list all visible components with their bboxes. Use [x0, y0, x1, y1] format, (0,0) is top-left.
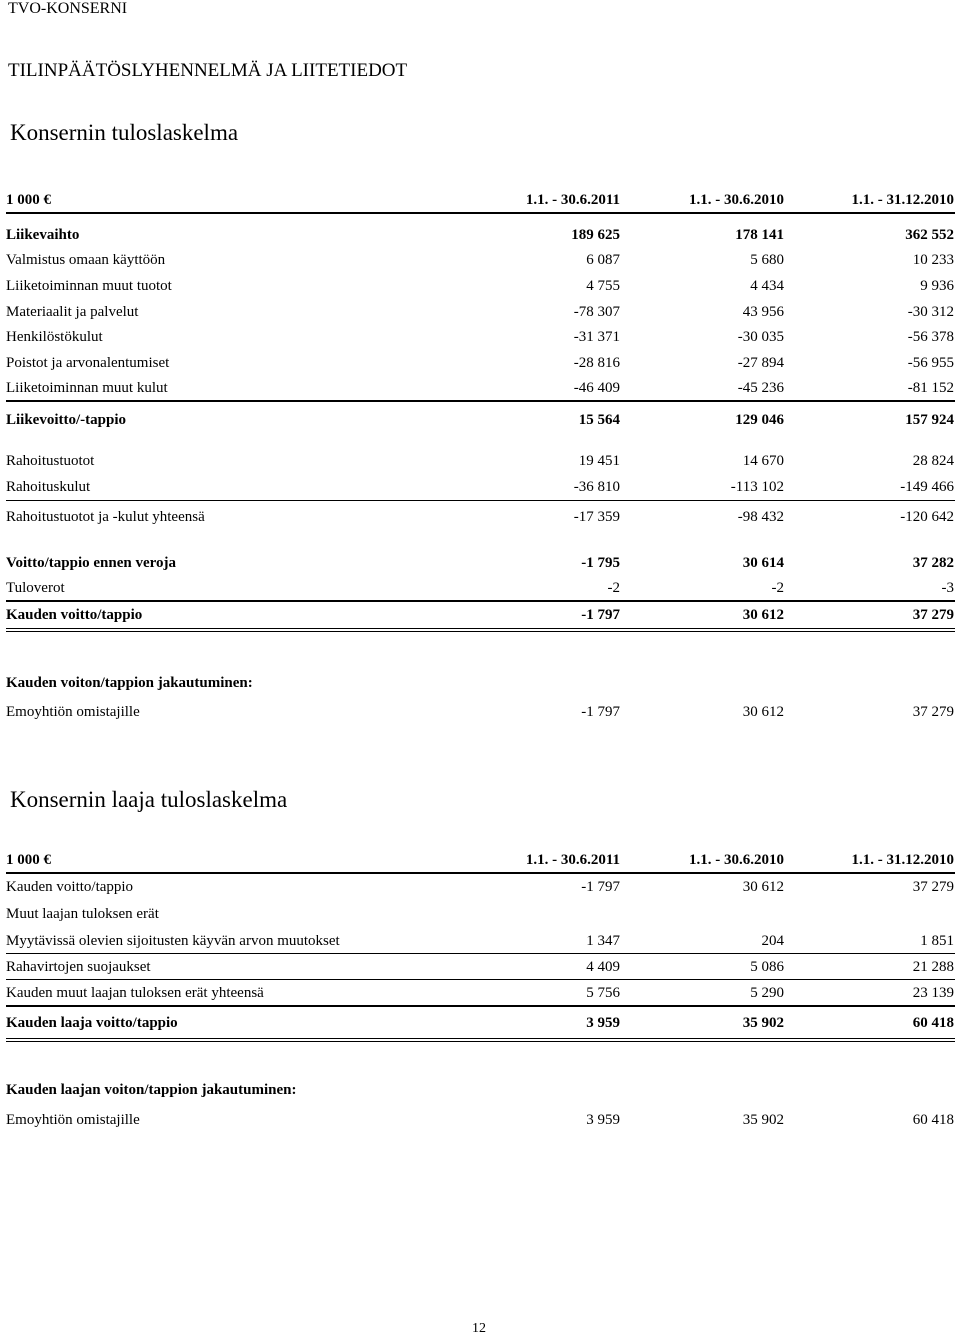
double-underline-top: [6, 1038, 955, 1039]
value-2011-h1: 1 347: [586, 933, 620, 949]
row-label: Valmistus omaan käyttöön: [6, 252, 166, 268]
table-row: [6, 553, 955, 577]
value-2011-h1: -28 816: [573, 355, 620, 371]
unit-label: 1 000 €: [6, 192, 51, 208]
double-underline-top: [6, 628, 955, 629]
period-header-2: 1.1. - 30.6.2010: [689, 852, 784, 868]
value-2011-h1: 15 564: [578, 412, 620, 428]
double-underline-bottom: [6, 1041, 955, 1042]
row-label: Rahoituskulut: [6, 479, 91, 495]
table-row: [6, 877, 955, 901]
value-2011-h1: -78 307: [573, 304, 620, 320]
value-2010-fy: 60 418: [912, 1112, 954, 1128]
income-statement-title: Konsernin tuloslaskelma: [10, 120, 239, 145]
value-2011-h1: -1 797: [581, 879, 620, 895]
value-2010-fy: -81 152: [907, 380, 954, 396]
value-2010-h1: -30 035: [737, 329, 784, 345]
value-2011-h1: -31 371: [573, 329, 620, 345]
value-2010-h1: -113 102: [730, 479, 784, 495]
row-label: Myytävissä olevien sijoitusten käyvän arvon muutokset: [6, 933, 340, 949]
value-2010-fy: 157 924: [905, 412, 954, 428]
row-label: Voitto/tappio ennen veroja: [6, 555, 177, 571]
table-row: [6, 702, 955, 726]
value-2010-fy: 60 418: [912, 1015, 954, 1031]
value-2010-fy: -120 642: [900, 509, 954, 525]
value-2010-fy: 362 552: [905, 227, 954, 243]
value-2010-fy: -3: [941, 580, 954, 596]
table-row: [6, 302, 955, 326]
income-header-row: [6, 190, 955, 214]
row-label: Tuloverot: [6, 580, 65, 596]
double-underline-bottom: [6, 631, 955, 632]
table-row: [6, 451, 955, 475]
table-row: [6, 477, 955, 501]
value-2010-h1: 35 902: [742, 1015, 784, 1031]
row-label: Kauden muut laajan tuloksen erät yhteensä: [6, 985, 264, 1001]
table-row: [6, 1013, 955, 1037]
value-2010-h1: 43 956: [742, 304, 784, 320]
value-2010-h1: 14 670: [742, 453, 784, 469]
row-label: Henkilöstökulut: [6, 329, 103, 345]
table-row: [6, 605, 955, 629]
row-label: Kauden laajan voiton/tappion jakautuminen:: [6, 1082, 297, 1098]
table-row: [6, 276, 955, 300]
value-2010-fy: 1 851: [920, 933, 954, 949]
value-2010-fy: -30 312: [907, 304, 954, 320]
table-row: [6, 673, 955, 697]
comprehensive-header-row: [6, 850, 955, 874]
subtotal-divider: [6, 500, 955, 501]
total-divider: [6, 600, 955, 602]
table-row: [6, 250, 955, 274]
row-label: Rahavirtojen suojaukset: [6, 959, 151, 975]
table-row: [6, 410, 955, 434]
table-row: [6, 327, 955, 351]
row-label: Liikevaihto: [6, 227, 80, 243]
value-2010-fy: 37 279: [912, 607, 954, 623]
table-row: [6, 578, 955, 602]
value-2010-h1: 178 141: [735, 227, 784, 243]
value-2011-h1: 189 625: [571, 227, 620, 243]
value-2011-h1: 6 087: [586, 252, 620, 268]
table-row: [6, 931, 955, 955]
table-row: [6, 957, 955, 981]
table-row: [6, 378, 955, 402]
value-2010-fy: 21 288: [912, 959, 954, 975]
value-2011-h1: 3 959: [586, 1112, 620, 1128]
value-2010-h1: 35 902: [742, 1112, 784, 1128]
value-2010-h1: 30 612: [742, 879, 784, 895]
period-header-1: 1.1. - 30.6.2011: [525, 192, 620, 208]
value-2010-fy: 37 279: [912, 879, 954, 895]
comprehensive-income-title: Konsernin laaja tuloslaskelma: [10, 787, 288, 812]
row-label: Kauden voiton/tappion jakautuminen:: [6, 675, 253, 691]
value-2010-fy: 28 824: [912, 453, 954, 469]
row-label: Kauden voitto/tappio: [6, 607, 143, 623]
value-2011-h1: -46 409: [573, 380, 620, 396]
value-2010-fy: -56 955: [907, 355, 954, 371]
total-divider: [6, 1005, 955, 1007]
value-2010-fy: -149 466: [900, 479, 954, 495]
row-label: Liikevoitto/-tappio: [6, 412, 127, 428]
header-divider: [6, 212, 955, 214]
value-2010-h1: 30 614: [742, 555, 784, 571]
header-divider: [6, 872, 955, 874]
subtotal-divider: [6, 400, 955, 402]
period-header-3: 1.1. - 31.12.2010: [851, 852, 954, 868]
section-heading: TILINPÄÄTÖSLYHENNELMÄ JA LIITETIEDOT: [8, 60, 408, 81]
unit-label: 1 000 €: [6, 852, 51, 868]
period-header-2: 1.1. - 30.6.2010: [689, 192, 784, 208]
value-2010-h1: -98 432: [737, 509, 784, 525]
row-divider: [6, 979, 955, 980]
value-2010-h1: -27 894: [737, 355, 784, 371]
value-2011-h1: 4 409: [586, 959, 620, 975]
row-label: Rahoitustuotot: [6, 453, 95, 469]
row-label: Kauden voitto/tappio: [6, 879, 134, 895]
row-label: Muut laajan tuloksen erät: [6, 906, 159, 922]
value-2010-h1: 129 046: [735, 412, 784, 428]
value-2010-h1: 204: [761, 933, 784, 949]
company-name: TVO-KONSERNI: [8, 0, 128, 17]
value-2010-fy: 37 282: [912, 555, 954, 571]
value-2010-fy: 10 233: [912, 252, 954, 268]
value-2011-h1: -36 810: [573, 479, 620, 495]
value-2010-h1: -45 236: [737, 380, 784, 396]
row-label: Liiketoiminnan muut tuotot: [6, 278, 172, 294]
row-divider: [6, 953, 955, 954]
period-header-1: 1.1. - 30.6.2011: [525, 852, 620, 868]
table-row: [6, 1110, 955, 1134]
row-label: Materiaalit ja palvelut: [6, 304, 139, 320]
value-2011-h1: -1 797: [581, 704, 620, 720]
page-number: 12: [472, 1321, 486, 1336]
period-header-3: 1.1. - 31.12.2010: [851, 192, 954, 208]
table-row: [6, 507, 955, 531]
value-2011-h1: -1 795: [581, 555, 620, 571]
value-2011-h1: 5 756: [586, 985, 620, 1001]
value-2011-h1: -17 359: [573, 509, 620, 525]
value-2011-h1: 19 451: [578, 453, 620, 469]
value-2011-h1: 3 959: [586, 1015, 620, 1031]
value-2010-fy: 23 139: [912, 985, 954, 1001]
table-row: [6, 225, 955, 249]
table-row: [6, 904, 955, 928]
value-2010-h1: 30 612: [742, 704, 784, 720]
value-2010-h1: 5 290: [750, 985, 784, 1001]
row-label: Emoyhtiön omistajille: [6, 1112, 140, 1128]
row-label: Rahoitustuotot ja -kulut yhteensä: [6, 509, 205, 525]
value-2010-h1: 5 086: [750, 959, 784, 975]
value-2011-h1: 4 755: [586, 278, 620, 294]
row-label: Liiketoiminnan muut kulut: [6, 380, 168, 396]
table-row: [6, 353, 955, 377]
value-2010-fy: -56 378: [907, 329, 954, 345]
value-2011-h1: -1 797: [581, 607, 620, 623]
row-label: Emoyhtiön omistajille: [6, 704, 140, 720]
value-2010-h1: 30 612: [742, 607, 784, 623]
value-2010-fy: 37 279: [912, 704, 954, 720]
row-label: Poistot ja arvonalentumiset: [6, 355, 170, 371]
value-2010-fy: 9 936: [920, 278, 954, 294]
value-2010-h1: -2: [771, 580, 784, 596]
value-2010-h1: 4 434: [750, 278, 784, 294]
value-2010-h1: 5 680: [750, 252, 784, 268]
value-2011-h1: -2: [607, 580, 620, 596]
table-row: [6, 983, 955, 1007]
row-label: Kauden laaja voitto/tappio: [6, 1015, 178, 1031]
table-row: [6, 1080, 955, 1104]
